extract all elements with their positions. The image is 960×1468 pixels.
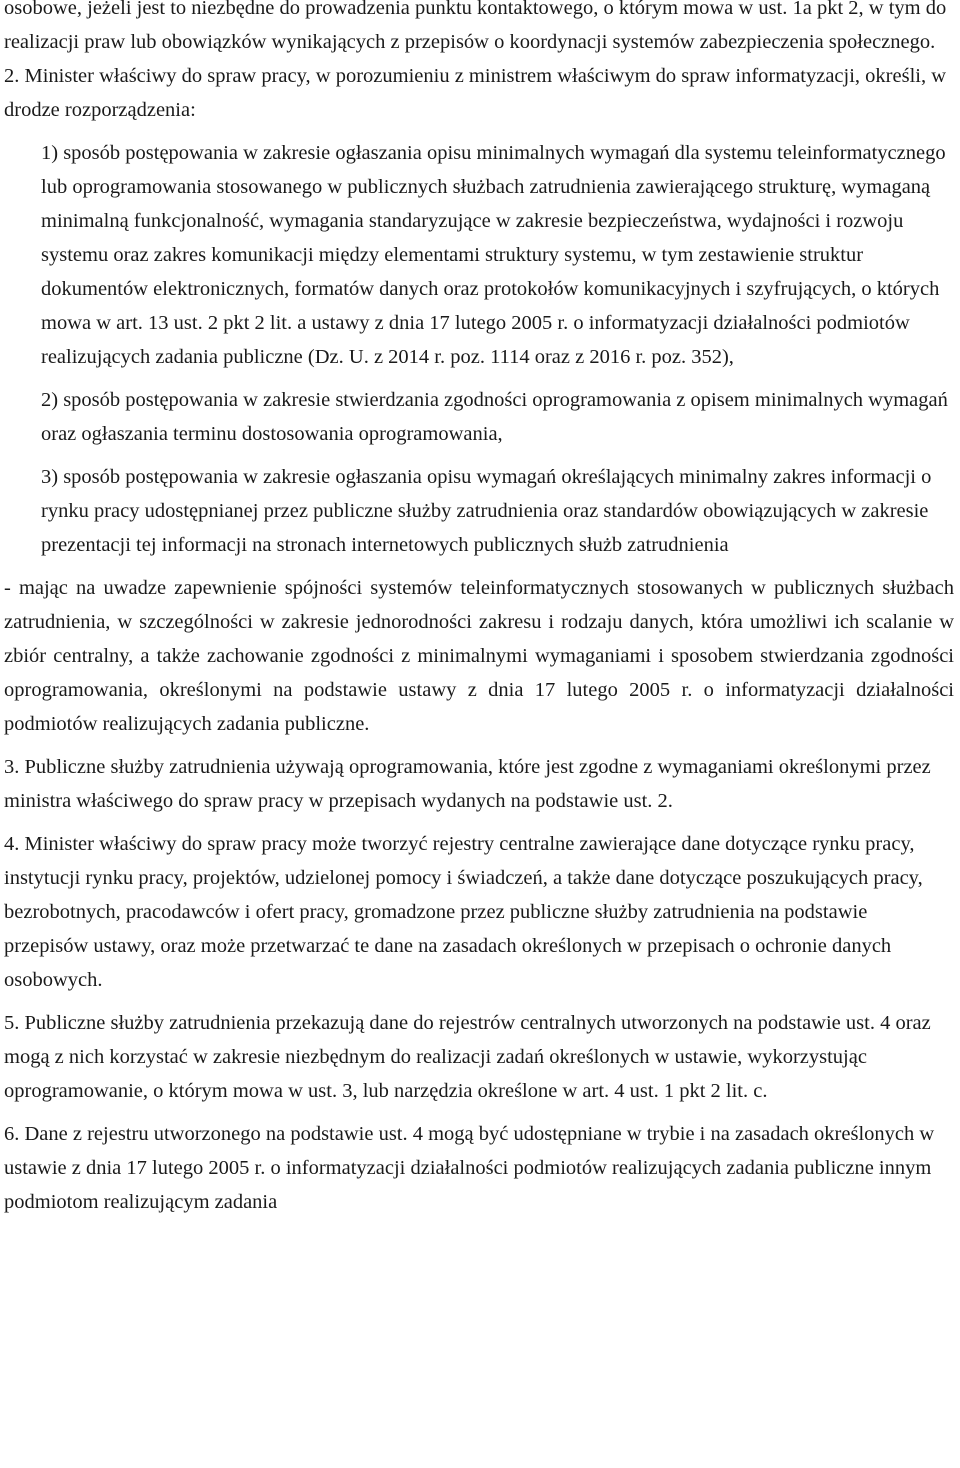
paragraph-section-4: 4. Minister właściwy do spraw pracy może tworzyć rejestry centralne zawierające dane dotyczące rynku pracy, instytucji rynku pracy, projektów, udzielonej pomocy i świadczeń, a także dane dotyczące poszukujących pracy, bezrobotnych, pracodawców i ofert pracy, gromadzone przez publiczne służby zatrudnienia na podstawie przepisów ustawy, oraz może przetwarzać te dane na zasadach określonych w przepisach o ochronie danych osobowych.	[4, 833, 923, 991]
paragraph-section-3: 3. Publiczne służby zatrudnienia używają oprogramowania, które jest zgodne z wymaganiami określonymi przez ministra właściwego do spraw pracy w przepisach wydanych na podstawie ust. 2.	[4, 756, 931, 812]
list-item-2-3: 3) sposób postępowania w zakresie ogłaszania opisu wymagań określających minimalny zakres informacji o rynku pracy udostępnianej przez publiczne służby zatrudnienia oraz standardów obowiązujących w zakresie prezentacji tej informacji na stronach internetowych publicznych służb zatrudnienia	[41, 466, 932, 556]
paragraph-section-6: 6. Dane z rejestru utworzonego na podstawie ust. 4 mogą być udostępniane w trybie i na zasadach określonych w ustawie z dnia 17 lutego 2005 r. o informatyzacji działalności podmiotów realizujących zadania publiczne innym podmiotom realizującym zadania	[4, 1123, 935, 1213]
paragraph-section-5: 5. Publiczne służby zatrudnienia przekazują dane do rejestrów centralnych utworzonych na podstawie ust. 4 oraz mogą z nich korzystać w zakresie niezbędnym do realizacji zadań określonych w ustawie, wykorzystując oprogramowanie, o którym mowa w ust. 3, lub narzędzia określone w art. 4 ust. 1 pkt 2 lit. c.	[4, 1012, 931, 1102]
paragraph-section-2-closing: - mając na uwadze zapewnienie spójności systemów teleinformatycznych stosowanych w publicznych służbach zatrudnienia, w szczególności w zakresie jednorodności zakresu i rodzaju danych, która umożliwi ich scalanie w zbiór centralny, a także zachowanie zgodności z minimalnymi wymaganiami i sposobem stwierdzania zgodności oprogramowania, określonymi na podstawie ustawy z dnia 17 lutego 2005 r. o informatyzacji działalności podmiotów realizujących zadania publiczne.	[4, 577, 954, 735]
paragraph-section-2: 2. Minister właściwy do spraw pracy, w porozumieniu z ministrem właściwym do spraw informatyzacji, określi, w drodze rozporządzenia:	[4, 65, 947, 121]
list-item-2-1: 1) sposób postępowania w zakresie ogłaszania opisu minimalnych wymagań dla systemu teleinformatycznego lub oprogramowania stosowanego w publicznych służbach zatrudnienia zawierającego strukturę, wymaganą minimalną funkcjonalność, wymagania standaryzujące w zakresie bezpieczeństwa, wydajności i rozwoju systemu oraz zakres komunikacji między elementami struktury systemu, w tym zestawienie struktur dokumentów elektronicznych, formatów danych oraz protokołów komunikacyjnych i szyfrujących, o których mowa w art. 13 ust. 2 pkt 2 lit. a ustawy z dnia 17 lutego 2005 r. o informatyzacji działalności podmiotów realizujących zadania publiczne (Dz. U. z 2014 r. poz. 1114 oraz z 2016 r. poz. 352),	[41, 142, 946, 368]
paragraph-intro: osobowe, jeżeli jest to niezbędne do prowadzenia punktu kontaktowego, o którym mowa w ust. 1a pkt 2, w tym do realizacji praw lub obowiązków wynikających z przepisów o koordynacji systemów zabezpieczenia społecznego.	[4, 0, 947, 53]
list-item-2-2: 2) sposób postępowania w zakresie stwierdzania zgodności oprogramowania z opisem minimalnych wymagań oraz ogłaszania terminu dostosowania oprogramowania,	[41, 389, 948, 445]
